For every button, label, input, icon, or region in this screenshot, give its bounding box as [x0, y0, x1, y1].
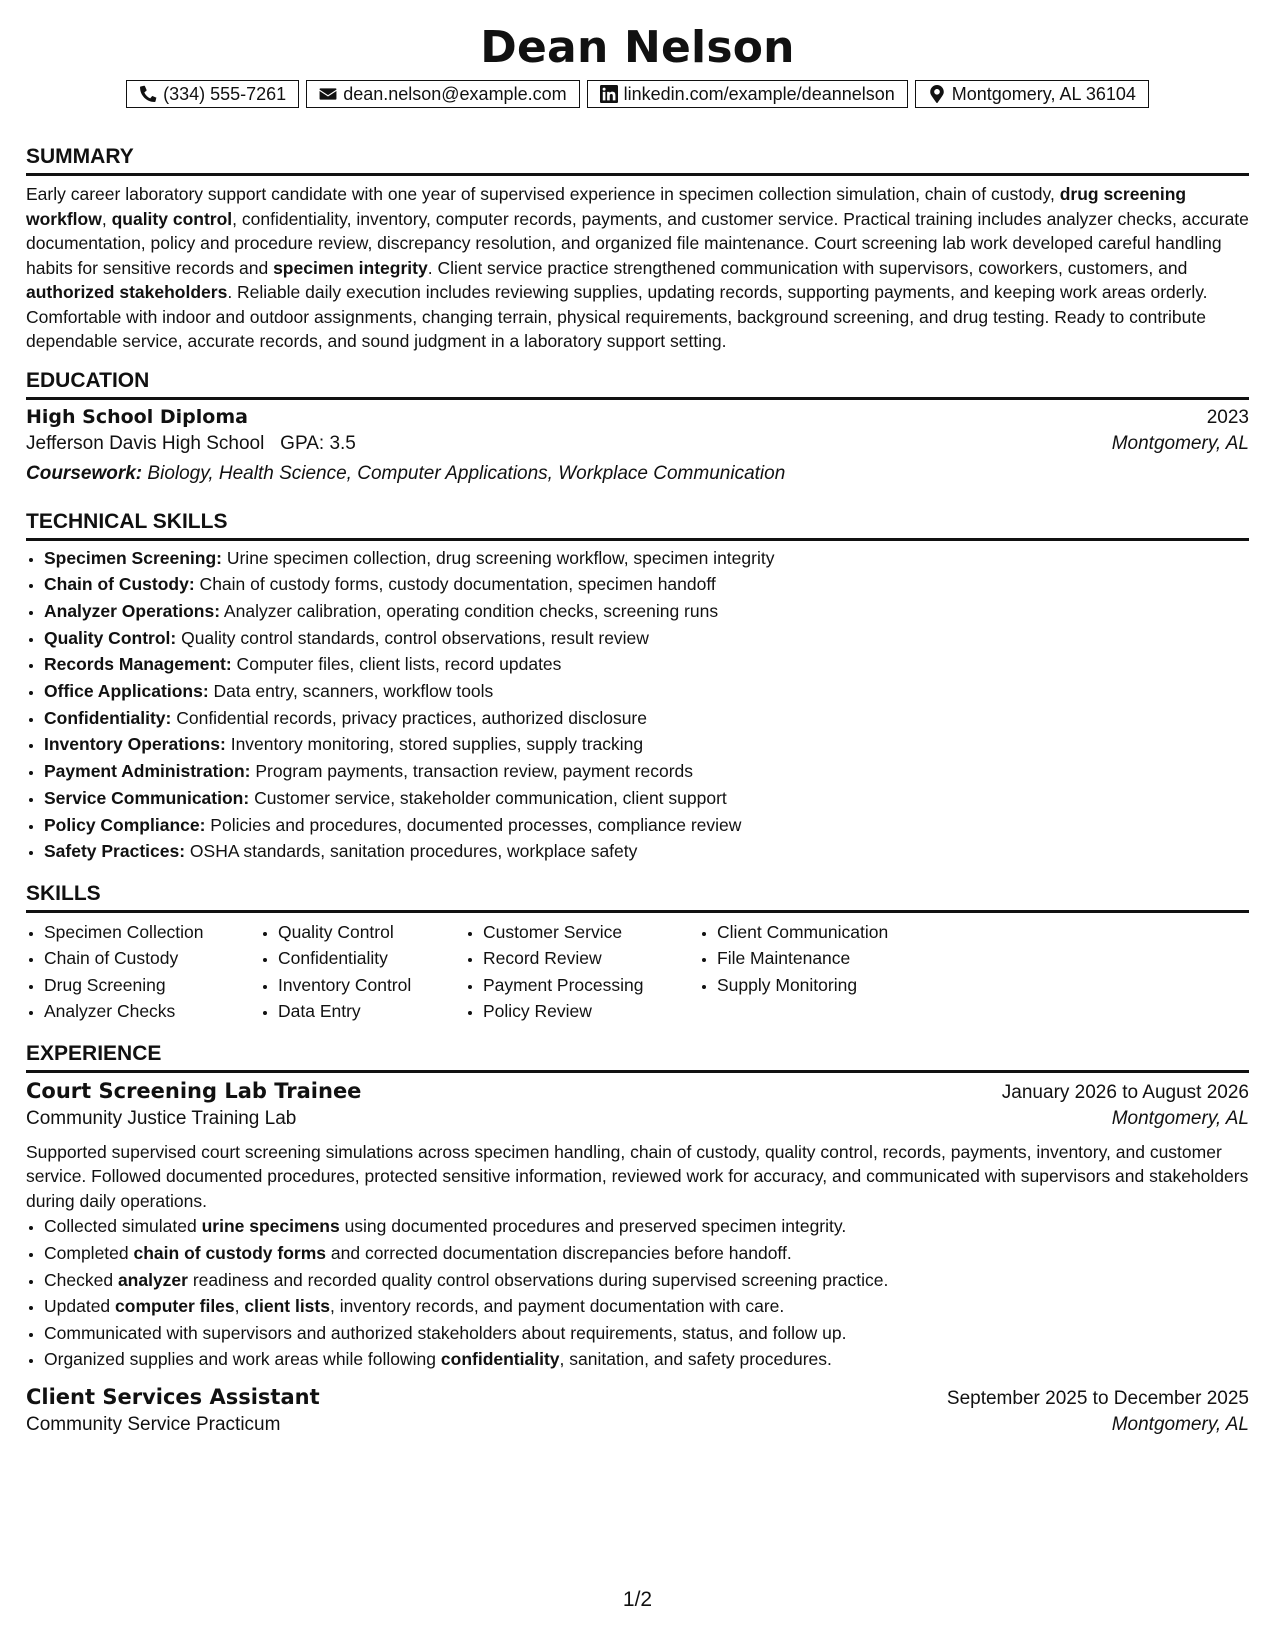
school-name: Jefferson Davis High School [26, 432, 265, 454]
emphasis-text: urine specimens [201, 1216, 340, 1237]
email-text: dean.nelson@example.com [343, 83, 567, 104]
gpa: GPA: 3.5 [280, 432, 356, 454]
technical-skill-item [44, 651, 1249, 678]
job-bullet [44, 1240, 1249, 1267]
skill-item: • Confidentiality [278, 945, 465, 972]
text-run: Updated [44, 1296, 116, 1317]
skill-category: Quality Control: [44, 627, 177, 648]
skill-item: • Specimen Collection [44, 919, 260, 946]
skill-category: Chain of Custody: [44, 574, 195, 595]
education-section [26, 368, 1249, 489]
experience-section [26, 1041, 1249, 1440]
technical-skill-item [44, 758, 1249, 785]
job-1-header [26, 1079, 1249, 1104]
job-title: Client Services Assistant [26, 1385, 320, 1409]
job-bullet [44, 1213, 1249, 1240]
coursework-list: Biology, Health Science, Computer Applications, Workplace Communication [147, 462, 786, 484]
skill-item: • Chain of Custody [44, 945, 260, 972]
text-run: and corrected documentation discrepancies before handoff. [326, 1243, 792, 1264]
technical-skill-item [44, 598, 1249, 625]
degree: High School Diploma [26, 405, 248, 428]
technical-skills-section [26, 509, 1249, 865]
technical-skill-item [44, 785, 1249, 812]
skill-details: Confidential records, privacy practices, authorized disclosure [171, 707, 647, 728]
technical-skill-item [44, 838, 1249, 865]
skill-category: Service Communication: [44, 787, 250, 808]
technical-skill-item [44, 731, 1249, 758]
job-2 [26, 1385, 1249, 1440]
contact-phone[interactable] [126, 80, 299, 108]
job-bullet [44, 1267, 1249, 1294]
job-location: Montgomery, AL [1111, 1107, 1249, 1129]
contact-location[interactable] [915, 80, 1149, 108]
page-number: 1/2 [622, 1588, 653, 1611]
skill-item: • Inventory Control [278, 972, 465, 999]
skills-section [26, 881, 1249, 1025]
skill-details: Customer service, stakeholder communication, client support [249, 787, 727, 808]
emphasis-text: specimen integrity [273, 257, 428, 278]
skill-item: • Policy Review [483, 998, 699, 1025]
summary-heading: SUMMARY [26, 144, 1249, 176]
job-bullet [44, 1346, 1249, 1373]
skill-details: Analyzer calibration, operating condition checks, screening runs [220, 600, 719, 621]
skill-category: Office Applications: [44, 681, 209, 702]
text-run: . Client service practice strengthened communication with supervisors, coworkers, customers, and [427, 257, 1188, 278]
text-run: Early career laboratory support candidate with one year of supervised experience in specimen collection simulation, chain of custody, [26, 184, 1060, 204]
education-row-2 [26, 429, 1249, 459]
text-run: using documented procedures and preserved specimen integrity. [339, 1216, 847, 1237]
contact-linkedin[interactable] [587, 80, 908, 108]
skills-column [260, 919, 465, 1025]
skill-category: Specimen Screening: [44, 547, 222, 568]
skill-details: Urine specimen collection, drug screening workflow, specimen integrity [221, 547, 775, 568]
text-run: , inventory records, and payment documentation with care. [329, 1296, 785, 1317]
technical-skill-item [44, 545, 1249, 572]
text-run: Checked [44, 1269, 118, 1290]
skill-category: Policy Compliance: [44, 814, 206, 835]
education-row-1 [26, 406, 1249, 429]
skill-details: Inventory monitoring, stored supplies, supply tracking [225, 734, 644, 755]
text-run: Organized supplies and work areas while following [44, 1349, 441, 1370]
skill-category: Safety Practices: [44, 841, 186, 862]
skill-item: • Data Entry [278, 998, 465, 1025]
technical-skill-item [44, 625, 1249, 652]
skill-item: • File Maintenance [717, 945, 937, 972]
skill-item: • Client Communication [717, 919, 937, 946]
technical-skills-heading: TECHNICAL SKILLS [26, 509, 1249, 541]
text-run: , [234, 1296, 245, 1317]
candidate-name: Dean Nelson [480, 22, 795, 73]
job-title: Court Screening Lab Trainee [26, 1078, 362, 1103]
text-run: , sanitation, and safety procedures. [559, 1349, 832, 1370]
job-2-subheader [26, 1410, 1249, 1440]
summary-paragraph [26, 182, 1249, 354]
job-bullets [26, 1213, 1249, 1373]
phone-icon [139, 85, 157, 103]
technical-skill-item [44, 571, 1249, 598]
summary-section [26, 144, 1249, 354]
skill-category: Inventory Operations: [44, 734, 226, 755]
technical-skill-item [44, 678, 1249, 705]
job-1-subheader [26, 1104, 1249, 1134]
text-run: readiness and recorded quality control observations during supervised screening practice. [187, 1269, 889, 1290]
emphasis-text: drug screening workflow [26, 184, 1187, 229]
text-run: . Reliable daily execution includes reviewing supplies, updating records, supporting payments, and keeping work areas orderly. Comfortable with indoor and outdoor assignments, changing terrain, physical requirements, background screening, and drug testing. Ready to contribute dependable service, accurate records, and sound judgment in a laboratory support setting. [26, 282, 1208, 351]
job-description: Supported supervised court screening simulations across specimen handling, chain of custody, quality control, records, payments, inventory, and customer service. Followed documented procedures, protected sensitive information, reviewed work for accuracy, and communicated with supervisors and stakeholders during daily operations. [26, 1141, 1249, 1211]
emphasis-text: confidentiality [440, 1349, 560, 1370]
technical-skill-item [44, 812, 1249, 839]
emphasis-text: analyzer [117, 1269, 188, 1290]
education-heading: EDUCATION [26, 368, 1249, 400]
contact-email[interactable] [306, 80, 579, 108]
job-2-header [26, 1385, 1249, 1410]
skill-category: Records Management: [44, 654, 232, 675]
skills-heading: SKILLS [26, 881, 1249, 913]
skill-category: Analyzer Operations: [44, 600, 221, 621]
contact-bar [26, 80, 1249, 108]
job-1 [26, 1079, 1249, 1373]
resume-page [26, 20, 1249, 1440]
job-organization: Community Service Practicum [26, 1414, 281, 1435]
emphasis-text: quality control [111, 208, 233, 229]
technical-skill-item [44, 705, 1249, 732]
skills-column [699, 919, 937, 1025]
linkedin-icon [600, 85, 618, 103]
technical-skills-list [26, 545, 1249, 865]
skill-category: Payment Administration: [44, 761, 251, 782]
skill-details: Policies and procedures, documented processes, compliance review [205, 814, 742, 835]
skill-item: • Customer Service [483, 919, 699, 946]
skill-details: Program payments, transaction review, payment records [250, 761, 694, 782]
skills-column [465, 919, 699, 1025]
skill-details: OSHA standards, sanitation procedures, workplace safety [185, 841, 638, 862]
map-marker-icon [928, 85, 946, 103]
job-bullet [44, 1293, 1249, 1320]
text-run: , [101, 208, 112, 229]
graduation-year: 2023 [1206, 406, 1249, 428]
skill-item: • Analyzer Checks [44, 998, 260, 1025]
skill-details: Computer files, client lists, record updates [231, 654, 562, 675]
job-bullet [44, 1320, 1249, 1347]
skill-item: • Payment Processing [483, 972, 699, 999]
emphasis-text: chain of custody forms [133, 1243, 327, 1264]
skill-item: • Supply Monitoring [717, 972, 937, 999]
emphasis-text: client lists [244, 1296, 330, 1317]
coursework-label: Coursework: [26, 462, 143, 484]
skill-item: • Record Review [483, 945, 699, 972]
experience-heading: EXPERIENCE [26, 1041, 1249, 1073]
job-location: Montgomery, AL [1111, 1414, 1249, 1435]
skill-details: Chain of custody forms, custody documentation, specimen handoff [194, 574, 716, 595]
job-dates: January 2026 to August 2026 [1001, 1081, 1249, 1103]
text-run: Collected simulated [44, 1216, 202, 1237]
skill-item: • Drug Screening [44, 972, 260, 999]
skill-item: • Quality Control [278, 919, 465, 946]
job-organization: Community Justice Training Lab [26, 1107, 297, 1129]
linkedin-text: linkedin.com/example/deannelson [623, 83, 895, 104]
text-run: Communicated with supervisors and authorized stakeholders about requirements, status, and follow up. [44, 1322, 847, 1343]
education-location: Montgomery, AL [1111, 432, 1249, 454]
location-text: Montgomery, AL 36104 [951, 83, 1136, 104]
skill-category: Confidentiality: [44, 707, 172, 728]
skills-column [26, 919, 260, 1025]
skill-details: Data entry, scanners, workflow tools [208, 681, 494, 702]
text-run: , confidentiality, inventory, computer records, payments, and customer service. Practical training includes analyzer checks, accurate documentation, policy and procedure review, discrepancy resolution, and organized file maintenance. Court screening lab work developed careful handling habits for sensitive records and [26, 208, 1249, 278]
emphasis-text: authorized stakeholders [26, 282, 228, 302]
coursework [26, 459, 1249, 489]
text-run: Completed [44, 1243, 134, 1264]
envelope-icon [319, 85, 337, 103]
emphasis-text: computer files [115, 1296, 235, 1317]
skills-grid [26, 919, 1249, 1025]
job-dates: September 2025 to December 2025 [946, 1388, 1249, 1409]
phone-text: (334) 555-7261 [163, 83, 287, 104]
skill-details: Quality control standards, control observations, result review [176, 627, 649, 648]
